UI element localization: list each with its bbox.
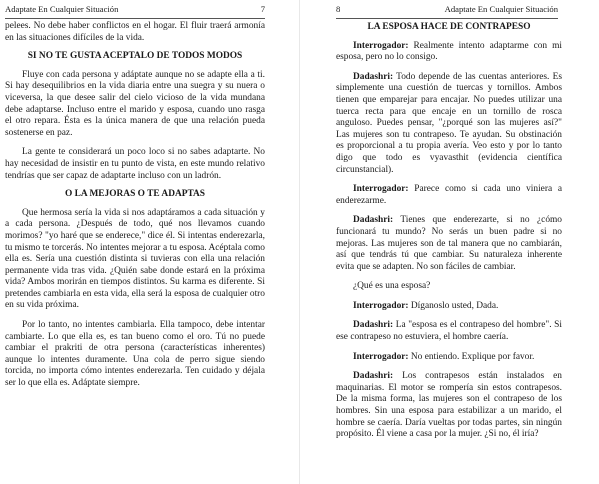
dialogue-paragraph	[336, 184, 562, 207]
left-page	[0, 0, 299, 484]
dialogue-paragraph	[336, 301, 562, 313]
left-header-title: Adaptate En Cualquier Situación	[5, 4, 119, 14]
section-heading-improve: O LA MEJORAS O TE ADAPTAS	[64, 189, 206, 200]
speaker-label: Interrogador:	[353, 300, 409, 311]
section-heading-counterweight: LA ESPOSA HACE DE CONTRAPESO	[367, 22, 531, 32]
dialogue-paragraph	[336, 371, 562, 441]
speaker-label: Interrogador:	[353, 40, 409, 51]
dialogue-text: La "esposa es el contrapeso del hombre". Si ese contrapeso no estuviera, el hombre caería.	[336, 320, 562, 343]
dialogue-paragraph	[336, 41, 562, 64]
right-page-number: 8	[336, 4, 341, 14]
right-header-title: Adaptate En Cualquier Situación	[444, 4, 558, 14]
speaker-label: Dadashri:	[353, 371, 394, 382]
left-body-text	[5, 21, 265, 390]
speaker-label: Dadashri:	[353, 71, 394, 82]
dialogue-paragraph	[336, 281, 562, 293]
dialogue-paragraph	[336, 320, 562, 343]
dialogue-text: Parece como si cada uno viniera a enderezarme.	[336, 184, 562, 206]
dialogue-paragraph	[336, 215, 562, 273]
dialogue-text: No entiendo. Explique por favor.	[408, 351, 535, 362]
right-page	[300, 0, 599, 484]
section-heading-acceptance: SI NO TE GUSTA ACEPTALO DE TODOS MODOS	[27, 51, 243, 62]
dialogue-text: Todo depende de las cuentas anteriores. Es simplemente una cuestión de tuercas y tornillos. Ambos tienen que emparejar para encajar. No puedes utilizar una tuerca recta para que encaje en un tornillo de rosca anguloso. Puedes pensar, "¿porqué son las mujeres así?" Las mujeres son tu contrapeso. Te ayudan. Su obstinación es proporcional a tu propia avería. Veo esto y por lo tanto digo que todo es vyavasthit (evidencia científica circunstancial).	[336, 71, 562, 175]
speaker-label: Interrogador:	[353, 184, 409, 195]
speaker-label: Dadashri:	[353, 320, 394, 331]
dialogue-text: Realmente intento adaptarme con mi esposa, pero no lo consigo.	[336, 40, 562, 63]
dialogue-text: Tienes que enderezarte, si no ¿cómo funcionará tu mundo? No serás un buen padre si no mejoras. Las mujeres son de tal manera que no cambiarán, así que tendrás tú que cambiar. Su naturaleza inherente evita que se adapten. No son fáciles de cambiar.	[336, 215, 562, 272]
speaker-label: Interrogador:	[353, 351, 409, 362]
dialogue-paragraph	[336, 72, 562, 176]
paragraph-dont-change: Por lo tanto, no intentes cambiarla. Ella tampoco, debe intentar cambiarte. Lo que ella es, es tan bueno como el oro. Tú no puede cambiar el prakriti de otra persona (características inherentes) aunque lo intentes duramente. Una cola de perro sigue siendo torcida, no importa cómo intentes enderezarla. Ten cuidado y déjala ser lo que ella es. Adáptate siempre.	[5, 320, 265, 389]
continuation-paragraph: pelees. No debe haber conflictos en el hogar. El fluir traerá armonía en las situaciones difíciles de la vida.	[5, 21, 265, 43]
dialogue-text: Los contrapesos están instalados en maquinarias. El motor se rompería sin estos contrapesos. De la misma forma, las mujeres son el contrapeso de los hombres. Sin una esposa para estabilizar a un marido, el hombre se caería. Daría vueltas por todas partes, sin ningún propósito. Él viene a casa por la mujer. ¿Si no, él iría?	[336, 371, 562, 440]
right-body-text	[336, 22, 562, 441]
left-page-number: 7	[260, 4, 265, 14]
dialogue-text: ¿Qué es una esposa?	[353, 281, 431, 292]
left-running-head	[5, 0, 265, 19]
dialogue-paragraph	[336, 352, 562, 364]
speaker-label: Dadashri:	[353, 215, 394, 226]
paragraph-adapt: Fluye con cada persona y adáptate aunque no se adapte ella a ti. Si hay desequilibrios en la vida diaria entre una suegra y su nuera o viceversa, la que desee salir del cielo vicioso de la vida mundana debe adaptarse. Incluso entre el marido y esposa, cuando uno rasga el otro repara. Ésta es la única manera de que una relación pueda sostenerse en paz.	[5, 69, 265, 138]
right-running-head	[336, 0, 558, 19]
dialogue-text: Díganoslo usted, Dada.	[408, 300, 499, 311]
paragraph-crazy: La gente te considerará un poco loco si no sabes adaptarte. No hay necesidad de insistir en tu punto de vista, en este mundo relativo tendrías que ser capaz de adaptarte incluso con un ladrón.	[5, 147, 265, 181]
paragraph-beautiful-life: Que hermosa sería la vida si nos adaptáramos a cada situación y a cada persona. ¿Después de todo, qué nos llevamos cuando morimos? "yo haré que se enderece," dice él. Si intentas enderezarla, tu mismo te torcerás. No intentes mejorar a tu esposa. Acéptala como ella es. Sería una cuestión distinta si tuvieras con ella una relación permanente vida tras vida. ¿Quién sabe donde estará en la próxima vida? Ambos morirán en tiempos distintos. Su karma es diferente. Si pretendes cambiarla en esta vida, ella será la esposa de cualquier otro en su vida próxima.	[5, 207, 265, 311]
